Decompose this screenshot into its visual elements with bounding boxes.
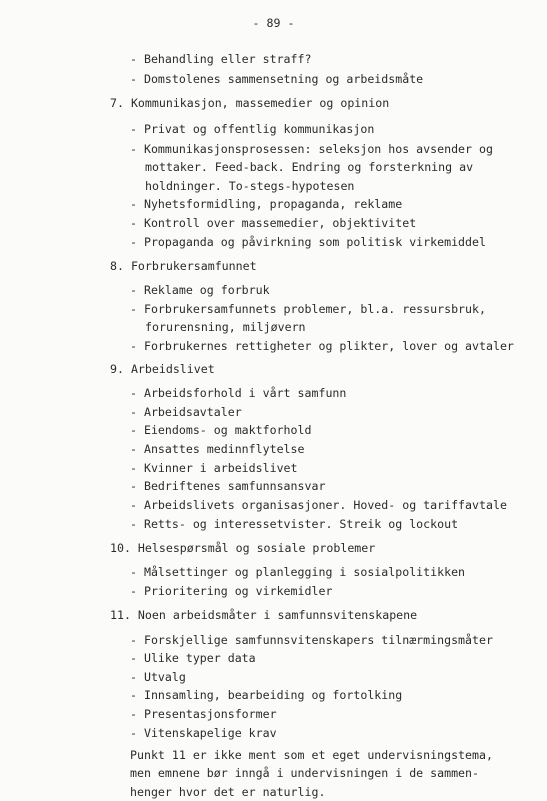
list-item: - Nyhetsformidling, propaganda, reklame	[130, 197, 403, 211]
section-heading: 10. Helsespørsmål og sosiale problemer	[110, 541, 376, 555]
list-item: - Ulike typer data	[130, 651, 256, 665]
list-item: - Arbeidsforhold i vårt samfunn	[130, 386, 347, 400]
list-item-continuation: forurensning, miljøvern	[145, 320, 306, 334]
section-heading: 8. Forbrukersamfunnet	[110, 259, 257, 273]
section-heading: 11. Noen arbeidsmåter i samfunnsvitenskapene	[110, 608, 418, 622]
section-heading: 9. Arbeidslivet	[110, 362, 215, 376]
note-paragraph-line: henger hvor det er naturlig.	[130, 785, 326, 799]
note-paragraph-line: men emnene bør inngå i undervisningen i de sammen-	[130, 766, 480, 780]
list-item: - Eiendoms- og maktforhold	[130, 423, 312, 437]
list-item: - Arbeidsavtaler	[130, 405, 242, 419]
list-item: - Arbeidslivets organisasjoner. Hoved- og tariffavtale	[130, 498, 507, 512]
list-item: - Målsettinger og planlegging i sosialpolitikken	[130, 565, 466, 579]
section-heading: 7. Kommunikasjon, massemedier og opinion	[110, 96, 390, 110]
list-item-continuation: mottaker. Feed-back. Endring og forsterkning av	[145, 160, 474, 174]
list-item: - Reklame og forbruk	[130, 283, 270, 297]
list-item: - Presentasjonsformer	[130, 707, 277, 721]
list-item: - Kontroll over massemedier, objektivitet	[130, 216, 417, 230]
list-item: - Behandling eller straff?	[130, 52, 312, 66]
list-item-continuation: holdninger. To-stegs-hypotesen	[145, 179, 355, 193]
list-item: - Retts- og interessetvister. Streik og lockout	[130, 517, 459, 531]
list-item: - Forskjellige samfunnsvitenskapers tilnærmingsmåter	[130, 633, 493, 647]
list-item: - Prioritering og virkemidler	[130, 584, 333, 598]
list-item: - Bedriftenes samfunnsansvar	[130, 479, 326, 493]
list-item: - Forbrukernes rettigheter og plikter, lover og avtaler	[130, 339, 514, 353]
list-item: - Utvalg	[130, 670, 186, 684]
list-item: - Forbrukersamfunnets problemer, bl.a. ressursbruk,	[130, 302, 486, 316]
page-number: - 89 -	[252, 16, 295, 30]
list-item: - Kvinner i arbeidslivet	[130, 461, 298, 475]
list-item: - Kommunikasjonsprosessen: seleksjon hos avsender og	[130, 142, 493, 156]
list-item: - Domstolenes sammensetning og arbeidsmåte	[130, 72, 424, 86]
list-item: - Ansattes medinnflytelse	[130, 442, 305, 456]
list-item: - Innsamling, bearbeiding og fortolking	[130, 688, 403, 702]
list-item: - Privat og offentlig kommunikasjon	[130, 122, 375, 136]
list-item: - Propaganda og påvirkning som politisk virkemiddel	[130, 235, 486, 249]
list-item: - Vitenskapelige krav	[130, 726, 277, 740]
note-paragraph-line: Punkt 11 er ikke ment som et eget undervisningstema,	[130, 748, 493, 762]
